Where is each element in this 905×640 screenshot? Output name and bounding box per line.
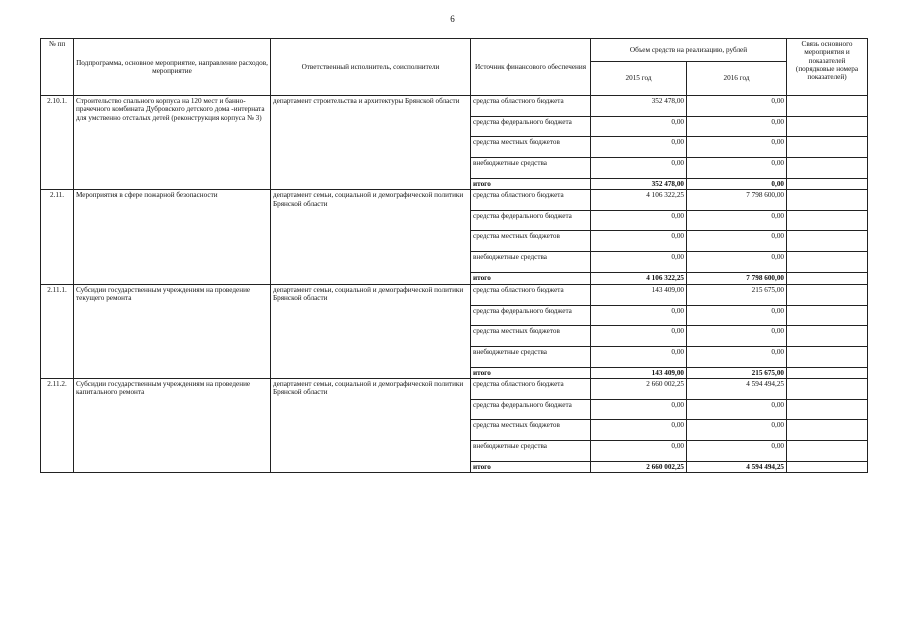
amount-2016: 0,00: [687, 419, 787, 440]
header-source: Источник финансового обеспечения: [471, 39, 591, 96]
table-row: [41, 190, 868, 211]
amount-2016: 0,00: [687, 305, 787, 325]
indicator-link: [787, 117, 868, 137]
amount-2016: 0,00: [687, 231, 787, 252]
amount-2016: 4 594 494,25: [687, 461, 787, 472]
funding-source: средства местных бюджетов: [471, 325, 591, 346]
measure-name: Субсидии государственным учреждениям на проведение капитального ремонта: [74, 378, 271, 472]
amount-2016: 7 798 600,00: [687, 190, 787, 211]
row-number: 2.10.1.: [41, 96, 74, 190]
funding-source: средства областного бюджета: [471, 284, 591, 305]
funding-source: средства областного бюджета: [471, 378, 591, 399]
funding-source: внебюджетные средства: [471, 440, 591, 461]
amount-2015: 0,00: [591, 440, 687, 461]
amount-2015: 352 478,00: [591, 179, 687, 190]
amount-2015: 4 106 322,25: [591, 190, 687, 211]
indicator-link: [787, 461, 868, 472]
amount-2016: 4 594 494,25: [687, 378, 787, 399]
funding-source: внебюджетные средства: [471, 346, 591, 367]
amount-2015: 0,00: [591, 231, 687, 252]
amount-2016: 0,00: [687, 96, 787, 117]
amount-2016: 0,00: [687, 179, 787, 190]
indicator-link: [787, 399, 868, 419]
amount-2016: 215 675,00: [687, 284, 787, 305]
header-2015: 2015 год: [591, 62, 687, 96]
executor: департамент семьи, социальной и демографической политики Брянской области: [271, 190, 471, 284]
amount-2015: 2 660 002,25: [591, 461, 687, 472]
indicator-link: [787, 440, 868, 461]
header-executor: Ответственный исполнитель, соисполнители: [271, 39, 471, 96]
row-number: 2.11.: [41, 190, 74, 284]
indicator-link: [787, 284, 868, 305]
amount-2015: 0,00: [591, 252, 687, 273]
funding-source: средства областного бюджета: [471, 96, 591, 117]
indicator-link: [787, 231, 868, 252]
indicator-link: [787, 96, 868, 117]
indicator-link: [787, 211, 868, 231]
funding-source: средства местных бюджетов: [471, 137, 591, 158]
amount-2015: 352 478,00: [591, 96, 687, 117]
indicator-link: [787, 158, 868, 179]
funding-source: итого: [471, 367, 591, 378]
amount-2016: 7 798 600,00: [687, 273, 787, 284]
amount-2015: 0,00: [591, 346, 687, 367]
funding-source: средства федерального бюджета: [471, 305, 591, 325]
amount-2016: 0,00: [687, 252, 787, 273]
row-number: 2.11.2.: [41, 378, 74, 472]
indicator-link: [787, 179, 868, 190]
executor: департамент семьи, социальной и демографической политики Брянской области: [271, 378, 471, 472]
funding-source: средства федерального бюджета: [471, 399, 591, 419]
amount-2016: 0,00: [687, 325, 787, 346]
amount-2015: 0,00: [591, 325, 687, 346]
funding-source: внебюджетные средства: [471, 252, 591, 273]
measure-name: Субсидии государственным учреждениям на проведение текущего ремонта: [74, 284, 271, 378]
funding-source: итого: [471, 273, 591, 284]
amount-2015: 4 106 322,25: [591, 273, 687, 284]
funding-source: внебюджетные средства: [471, 158, 591, 179]
table-row: [41, 96, 868, 117]
funding-source: средства местных бюджетов: [471, 231, 591, 252]
header-volume: Объем средств на реализацию, рублей: [591, 39, 787, 62]
amount-2015: 143 409,00: [591, 284, 687, 305]
amount-2015: 0,00: [591, 117, 687, 137]
indicator-link: [787, 305, 868, 325]
amount-2016: 0,00: [687, 117, 787, 137]
amount-2016: 215 675,00: [687, 367, 787, 378]
amount-2015: 143 409,00: [591, 367, 687, 378]
amount-2016: 0,00: [687, 137, 787, 158]
indicator-link: [787, 273, 868, 284]
header-program: Подпрограмма, основное мероприятие, направление расходов, мероприятие: [74, 39, 271, 96]
funding-source: итого: [471, 179, 591, 190]
table-row: [41, 284, 868, 305]
indicator-link: [787, 367, 868, 378]
measure-name: Мероприятия в сфере пожарной безопасности: [74, 190, 271, 284]
executor: департамент строительства и архитектуры Брянской области: [271, 96, 471, 190]
amount-2015: 0,00: [591, 419, 687, 440]
header-num: № пп: [41, 39, 74, 96]
funding-source: итого: [471, 461, 591, 472]
executor: департамент семьи, социальной и демографической политики Брянской области: [271, 284, 471, 378]
indicator-link: [787, 252, 868, 273]
page-number: 6: [450, 14, 455, 24]
funding-source: средства федерального бюджета: [471, 117, 591, 137]
indicator-link: [787, 378, 868, 399]
amount-2015: 0,00: [591, 137, 687, 158]
amount-2016: 0,00: [687, 399, 787, 419]
amount-2015: 2 660 002,25: [591, 378, 687, 399]
amount-2016: 0,00: [687, 440, 787, 461]
header-2016: 2016 год: [687, 62, 787, 96]
funding-source: средства федерального бюджета: [471, 211, 591, 231]
amount-2016: 0,00: [687, 158, 787, 179]
funding-source: средства местных бюджетов: [471, 419, 591, 440]
indicator-link: [787, 419, 868, 440]
indicator-link: [787, 137, 868, 158]
indicator-link: [787, 346, 868, 367]
amount-2016: 0,00: [687, 211, 787, 231]
amount-2015: 0,00: [591, 399, 687, 419]
amount-2015: 0,00: [591, 305, 687, 325]
amount-2015: 0,00: [591, 158, 687, 179]
amount-2015: 0,00: [591, 211, 687, 231]
table-row: [41, 378, 868, 399]
indicator-link: [787, 325, 868, 346]
header-link: Связь основного мероприятия и показателей (порядковые номера показателей): [787, 39, 868, 96]
row-number: 2.11.1.: [41, 284, 74, 378]
financing-table: [40, 38, 868, 473]
indicator-link: [787, 190, 868, 211]
funding-source: средства областного бюджета: [471, 190, 591, 211]
measure-name: Строительство спального корпуса на 120 мест и банно-прачечного комбината Дубровского детского дома -интерната для умственно отсталых детей (реконструкция корпуса № 3): [74, 96, 271, 190]
amount-2016: 0,00: [687, 346, 787, 367]
